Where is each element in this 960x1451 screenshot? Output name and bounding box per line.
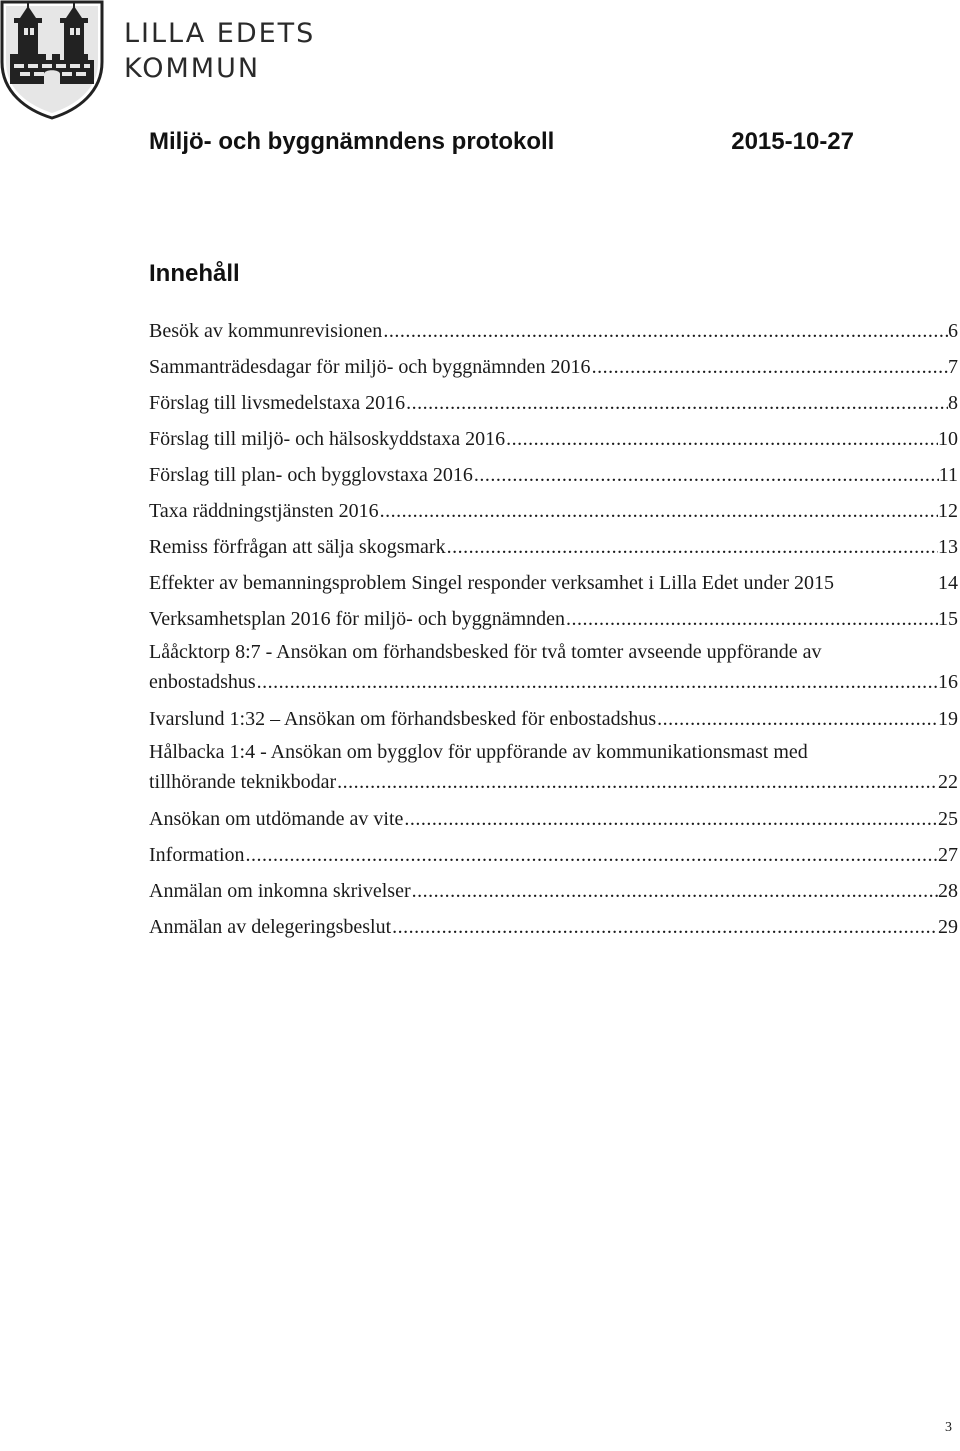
toc-leader-dots bbox=[474, 457, 939, 493]
toc-entry[interactable] bbox=[149, 801, 958, 837]
toc-entry-title: Anmälan av delegeringsbeslut bbox=[149, 916, 392, 938]
toc-entry[interactable] bbox=[149, 421, 958, 457]
toc-entry-page: 27 bbox=[938, 844, 958, 866]
toc-entry-page: 14 bbox=[938, 572, 958, 594]
toc-leader-dots bbox=[392, 909, 938, 945]
toc-entry-page: 22 bbox=[938, 771, 958, 793]
toc-entry-title-line1: Lååcktorp 8:7 - Ansökan om förhandsbesked för två tomter avseende uppförande av bbox=[149, 641, 822, 663]
toc-leader-dots bbox=[566, 601, 938, 637]
toc-entry-title-line2: enbostadshus bbox=[149, 671, 256, 693]
toc-entry[interactable] bbox=[149, 601, 958, 637]
toc-leader-dots bbox=[383, 313, 948, 349]
toc-entry-title: Taxa räddningstjänsten 2016 bbox=[149, 500, 379, 522]
toc-leader-dots bbox=[412, 873, 938, 909]
toc-entry[interactable] bbox=[149, 385, 958, 421]
toc-entry[interactable] bbox=[149, 349, 958, 385]
toc-entry-page: 15 bbox=[938, 608, 958, 630]
organization-name-line2: KOMMUN bbox=[124, 53, 261, 84]
toc-entry-page: 11 bbox=[938, 464, 958, 486]
toc-entry-title: Remiss förfrågan att sälja skogsmark bbox=[149, 536, 446, 558]
toc-entry-title-line1: Hålbacka 1:4 - Ansökan om bygglov för uppförande av kommunikationsmast med bbox=[149, 741, 808, 763]
document-date: 2015-10-27 bbox=[731, 128, 854, 155]
toc-entry-page: 12 bbox=[938, 500, 958, 522]
toc-entry-page: 19 bbox=[938, 708, 958, 730]
organization-name-line1: LILLA EDETS bbox=[124, 18, 316, 49]
toc-entry-title: Förslag till miljö- och hälsoskyddstaxa 2016 bbox=[149, 428, 506, 450]
toc-entry-title: Besök av kommunrevisionen bbox=[149, 320, 383, 342]
toc-entry[interactable] bbox=[149, 909, 958, 945]
toc-entry-title-line2-row bbox=[149, 767, 958, 797]
toc-leader-dots bbox=[406, 385, 948, 421]
toc-entry-title: Förslag till plan- och bygglovstaxa 2016 bbox=[149, 464, 473, 486]
toc-leader-dots bbox=[257, 667, 938, 697]
toc-entry-title: Information bbox=[149, 844, 245, 866]
coat-of-arms-icon bbox=[0, 0, 104, 120]
toc-entry-title: Effekter av bemanningsproblem Singel responder verksamhet i Lilla Edet under 2015 bbox=[149, 572, 834, 594]
toc-entry[interactable] bbox=[149, 313, 958, 349]
toc-entry-page: 29 bbox=[938, 916, 958, 938]
document-title-row bbox=[149, 127, 854, 157]
toc-entry-page: 13 bbox=[938, 536, 958, 558]
toc-entry-page: 25 bbox=[938, 808, 958, 830]
toc-leader-dots bbox=[404, 801, 938, 837]
toc-entry[interactable] bbox=[149, 529, 958, 565]
toc-entry[interactable] bbox=[149, 565, 958, 601]
toc-entry-page: 16 bbox=[938, 671, 958, 693]
toc-entry-title: Ansökan om utdömande av vite bbox=[149, 808, 404, 830]
toc-leader-dots bbox=[380, 493, 938, 529]
toc-entry-page: 7 bbox=[948, 356, 958, 378]
toc-entry[interactable] bbox=[149, 637, 958, 697]
toc-leader-dots bbox=[246, 837, 938, 873]
toc-entry-title-line2: tillhörande teknikbodar bbox=[149, 771, 337, 793]
table-of-contents bbox=[149, 313, 958, 945]
toc-entry-title: Verksamhetsplan 2016 för miljö- och byggnämnden bbox=[149, 608, 566, 630]
toc-entry-title: Ivarslund 1:32 – Ansökan om förhandsbesked för enbostadshus bbox=[149, 708, 657, 730]
toc-entry-page: 8 bbox=[948, 392, 958, 414]
toc-entry-page: 6 bbox=[948, 320, 958, 342]
toc-entry-title: Förslag till livsmedelstaxa 2016 bbox=[149, 392, 406, 414]
toc-entry-title-line2-row bbox=[149, 667, 958, 697]
toc-entry[interactable] bbox=[149, 837, 958, 873]
toc-entry[interactable] bbox=[149, 457, 958, 493]
toc-entry[interactable] bbox=[149, 493, 958, 529]
toc-entry-title: Anmälan om inkomna skrivelser bbox=[149, 880, 411, 902]
toc-leader-dots bbox=[506, 421, 938, 457]
toc-leader-dots bbox=[657, 701, 938, 737]
toc-entry[interactable] bbox=[149, 737, 958, 797]
toc-leader-dots bbox=[592, 349, 948, 385]
toc-entry[interactable] bbox=[149, 701, 958, 737]
toc-leader-dots bbox=[337, 767, 938, 797]
document-title: Miljö- och byggnämndens protokoll bbox=[149, 128, 555, 155]
toc-heading: Innehåll bbox=[149, 260, 240, 287]
toc-entry-page: 10 bbox=[938, 428, 958, 450]
toc-entry-page: 28 bbox=[938, 880, 958, 902]
toc-entry[interactable] bbox=[149, 873, 958, 909]
page-number: 3 bbox=[945, 1420, 952, 1435]
toc-leader-dots bbox=[447, 529, 938, 565]
organization-name bbox=[124, 16, 315, 86]
toc-entry-title: Sammanträdesdagar för miljö- och byggnämnden 2016 bbox=[149, 356, 591, 378]
